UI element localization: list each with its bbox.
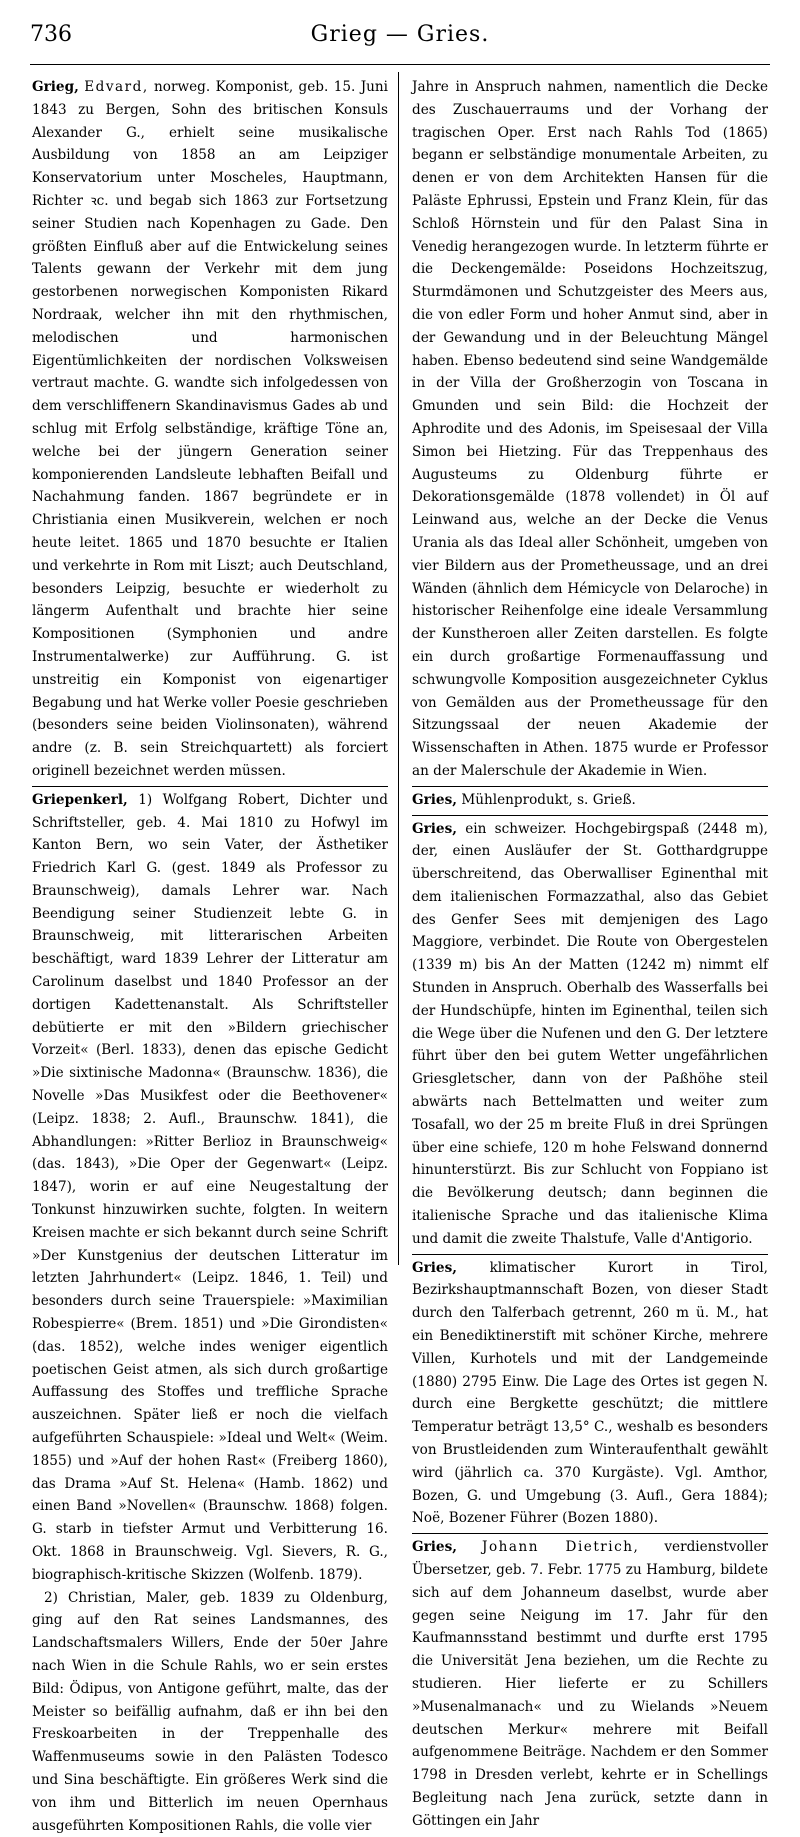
entry-text: ein schweizer. Hochgebirgspaß (2448 m), der, einen Ausläufer der St. Gotthardgruppe überschreitend, das Oberwalliser Eginenthal mit dem italienischen Formazzathal, also das Gebiet des Genfer Sees mit demjenigen des Lago Maggiore, verbindet. Die Route von Obergestelen (1339 m) bis An der Matten (1242 m) nimmt elf Stunden in Anspruch. Oberhalb des Wasserfalls bei der Hundschüpfe, hinten im Eginenthal, teilen sich die Wege über die Nufenen und den G. Der letztere führt über den bei gutem Wetter ungefährlichen Griesgletscher, dann von der Paßhöhe steil abwärts nach Bettelmatten und weiter zum Tosafall, wo der 25 m breite Fluß in drei Sprüngen über eine schiefe, 120 m hohe Felswand donnernd hinunterstürzt. Bis zur Schlucht von Foppiano ist die Bevölkerung deutsch; dann beginnen die italienische Sprache und das italienische Klima und damit die zweite Thalstufe, Valle d'Antigorio. [412, 820, 769, 1247]
person-name: Johann Dietrich, [482, 1539, 640, 1556]
entry-text: Mühlenprodukt, s. Grieß. [461, 791, 636, 808]
page-header [30, 22, 770, 62]
running-title: Grieg — Gries. [310, 22, 490, 47]
page-number: 736 [30, 22, 72, 47]
entry-text: verdienstvoller Übersetzer, geb. 7. Febr. 1775 zu Hamburg, bildete sich auf dem Johanneum daselbst, wurde aber gegen seine Neigung im 17. Jahr für den Kaufmannsstand bestimmt und durfte erst 1795 die Universität Jena beziehen, um die Rechte zu studieren. Hier lieferte er zu Schillers »Musenalmanach« und zu Wielands »Neuem deutschen Merkur« mehrere mit Beifall aufgenommene Beiträge. Nachdem er den Sommer 1798 in Dresden verlebt, kehrte er in Schellings Begleitung nach Jena zurück, setzte dann in Göttingen ein Jahr [412, 1539, 768, 1829]
entry-gries-pass [412, 815, 768, 1251]
column-divider [398, 72, 399, 1265]
entry-text: 2) Christian, Maler, geb. 1839 zu Oldenburg, ging auf den Rat seines Landsmannes, des Landschaftsmalers Willers, Ende der 50er Jahre nach Wien in die Schule Rahls, wo er sein erstes Bild: Ödipus, von Antigone geführt, malte, das der Meister so beifällig aufnahm, daß er ihn bei den Freskoarbeiten in der Treppenhalle des Waffenmuseums sowie in den Palästen Todesco und Sina beschäftigte. Ein größeres Werk sind die von ihm und Bitterlich im neuen Opernhaus ausgeführten Kompositionen Rahls, die volle vier [32, 1589, 388, 1834]
entry-griepenkerl [32, 786, 388, 1587]
entry-text: 1) Wolfgang Robert, Dichter und Schriftsteller, geb. 4. Mai 1810 zu Hofwyl im Kanton Bern, wo sein Vater, der Ästhetiker Friedrich Karl G. (gest. 1849 als Professor zu Braunschweig), damals Lehrer war. Nach Beendigung seiner Studienzeit lebte G. in Braunschweig, mit litterarischen Arbeiten beschäftigt, ward 1839 Lehrer der Litteratur am Carolinum daselbst und 1840 Professor an der dortigen Kadettenanstalt. Als Schriftsteller debütierte er mit den »Bildern griechischer Vorzeit« (Berl. 1833), denen das epische Gedicht »Die sixtinische Madonna« (Braunschw. 1836), die Novelle »Das Musikfest oder die Beethovener« (Leipz. 1838; 2. Aufl., Braunschw. 1841), die Abhandlungen: »Ritter Berlioz in Braunschweig« (das. 1843), »Die Oper der Gegenwart« (Leipz. 1847), worin er auf eine Neugestaltung der Tonkunst hinzuwirken suchte, folgten. In weitern Kreisen machte er sich bekannt durch seine Schrift »Der Kunstgenius der deutschen Litteratur im letzten Jahrhundert« (Leipz. 1846, 1. Teil) und besonders durch seine Trauerspiele: »Maximilian Robespierre« (Brem. 1851) und »Die Girondisten« (das. 1852), welche indes weniger eigentlich poetischen Geist atmen, als sich durch großartige Auffassung des Stoffes und treffliche Sprache auszeichnen. Später ließ er noch die vielfach aufgeführten Schauspiele: »Ideal und Welt« (Weim. 1855) und »Auf der hohen Rast« (Freiberg 1860), das Drama »Auf St. Helena« (Hamb. 1862) und einen Band »Novellen« (Braunschw. 1868) folgen. G. starb in tiefster Armut und Verbitterung 16. Okt. 1868 in Braunschweig. Vgl. Sievers, R. G., biographisch-kritische Skizzen (Wolfenb. 1879). [32, 791, 388, 1583]
entry-text: norweg. Komponist, geb. 15. Juni 1843 zu Bergen, Sohn des britischen Konsuls Alexander G., erhielt seine musikalische Ausbildung von 1858 an am Leipziger Konservatorium unter Moscheles, Hauptmann, Richter ꝛc. und begab sich 1863 zur Fortsetzung seiner Studien nach Kopenhagen zu Gade. Den größten Einfluß aber auf die Entwickelung seines Talents gewann der Verkehr mit dem jung gestorbenen norwegischen Komponisten Rikard Nordraak, welcher ihn mit den rhythmischen, melodischen und harmonischen Eigentümlichkeiten der nordischen Volksweisen vertraut machte. G. wandte sich infolgedessen von dem verschliffenern Skandinavismus Gades ab und schlug mit Erfolg selbständige, kräftige Töne an, welche bei der jüngern Generation seiner komponierenden Landsleute lebhaften Beifall und Nachahmung fanden. 1867 begründete er in Christiania einen Musikverein, welchen er noch heute leitet. 1865 und 1870 besuchte er Italien und verkehrte in Rom mit Liszt; auch Deutschland, besonders Leipzig, besuchte er wiederholt zu längerm Aufenthalt und brachte hier seine Kompositionen (Symphonien und andre Instrumentalwerke) zur Aufführung. G. ist unstreitig ein Komponist von eigenartiger Begabung und hat Werke voller Poesie geschrieben (besonders seine beiden Violinsonaten), während andre (z. B. sein Streichquartett) als forciert originell bezeichnet werden müssen. [32, 79, 389, 779]
entry-text: klimatischer Kurort in Tirol, Bezirkshauptmannschaft Bozen, von dieser Stadt durch den Talferbach getrennt, 260 m ü. M., hat ein Benediktinerstift mit schöner Kirche, mehrere Villen, Kurhotels und mit der Landgemeinde (1880) 2795 Einw. Die Lage des Ortes ist gegen N. durch eine Bergkette geschützt; die mittlere Temperatur beträgt 13,5° C., weshalb es besonders von Brustleidenden zum Winteraufenthalt gewählt wird (jährlich ca. 370 Kurgäste). Vgl. Amthor, Bozen, G. und Umgebung (3. Aufl., Gera 1884); Noë, Bozener Führer (Bozen 1880). [412, 1259, 769, 1527]
entry-griepenkerl-continued [412, 76, 768, 783]
entry-gries-muehlenprodukt [412, 786, 768, 812]
header-rule [30, 64, 770, 65]
entry-text: Jahre in Anspruch nahmen, namentlich die Decke des Zuschauerraums und der Vorhang der tragischen Oper. Erst nach Rahls Tod (1865) begann er selbständige monumentale Arbeiten, zu denen er von dem Architekten Hansen für die Paläste Ephrussi, Epstein und Franz Klein, für das Schloß Hörnstein und für den Palast Sina in Venedig herangezogen wurde. In letzterm führte er die Deckengemälde: Poseidons Hochzeitszug, Sturmdämonen und Schutzgeister des Meers aus, die von edler Form und hoher Anmut sind, aber in der Gewandung und in der Beleuchtung Mängel haben. Ebenso bedeutend sind seine Wandgemälde in der Villa der Großherzogin von Toscana in Gmunden und sein Bild: die Hochzeit der Aphrodite und des Adonis, im Speisesaal der Villa Simon bei Hietzing. Für das Treppenhaus des Augusteums zu Oldenburg führte er Dekorationsgemälde (1878 vollendet) in Öl auf Leinwand aus, welche an der Decke die Venus Urania als das Ideal aller Schönheit, umgeben von vier Bildern aus der Prometheussage, und an drei Wänden (ähnlich dem Hémicycle von Delaroche) in historischer Reihenfolge eine ideale Versammlung der Kunstheroen aller Zeiten darstellen. Es folgte ein durch großartige Formenauffassung und schwungvolle Komposition ausgezeichneter Cyklus von Gemälden aus der Prometheussage für den Sitzungssaal der neuen Akademie der Wissenschaften in Athen. 1875 wurde er Professor an der Malerschule der Akademie in Wien. [412, 79, 768, 779]
headword: Gries, [412, 1539, 457, 1556]
entry-griepenkerl-2 [32, 1587, 388, 1837]
left-column [32, 76, 388, 1837]
entry-gries-kurort [412, 1254, 768, 1531]
right-column [412, 76, 768, 1833]
headword: Gries, [412, 820, 457, 837]
headword: Grieg, [32, 79, 79, 95]
person-name: Edvard, [84, 79, 149, 95]
headword: Griepenkerl, [32, 791, 128, 808]
headword: Gries, [412, 791, 457, 808]
headword: Gries, [412, 1259, 457, 1276]
entry-gries-johann-dietrich [412, 1533, 768, 1832]
entry-grieg [32, 76, 388, 783]
